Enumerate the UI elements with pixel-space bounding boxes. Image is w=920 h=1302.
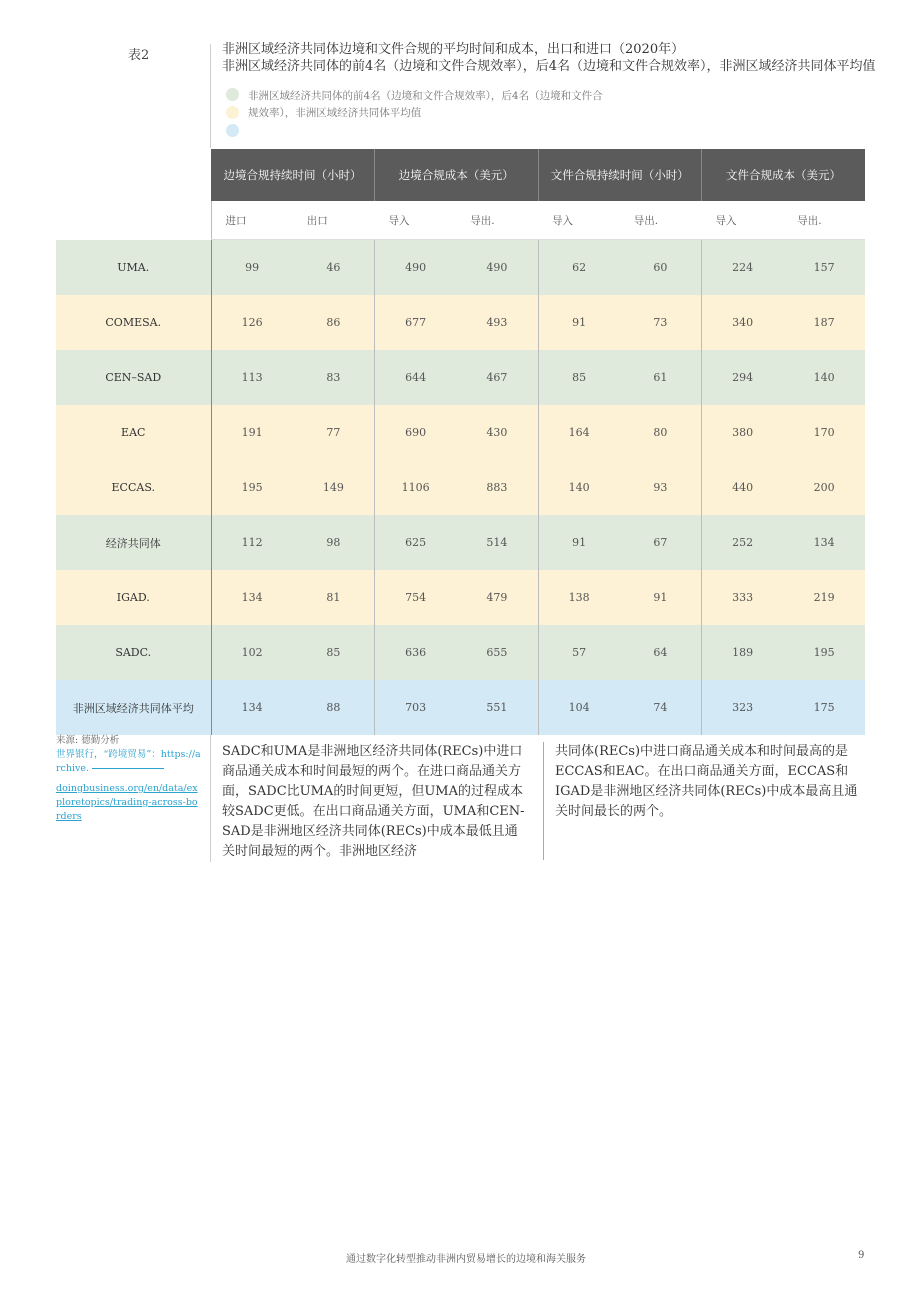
table-row	[56, 460, 865, 515]
table-cell: 323	[702, 680, 784, 735]
table-cell: 104	[538, 680, 620, 735]
table-row	[56, 625, 865, 680]
legend-text: 非洲区域经济共同体的前4名（边境和文件合规效率），后4名（边境和文件合规效率），非洲区域经济共同体平均值	[248, 90, 603, 119]
header-border-cost: 边境合规成本（美元）	[375, 149, 539, 201]
table-cell: 93	[620, 460, 702, 515]
header-border-time: 边境合规持续时间（小时）	[211, 149, 375, 201]
subheader: 出口	[293, 201, 375, 240]
table-row	[56, 350, 865, 405]
header-doc-time: 文件合规持续时间（小时）	[538, 149, 702, 201]
table-cell: 333	[702, 570, 784, 625]
table-cell: 200	[783, 460, 865, 515]
table-cell: 112	[211, 515, 293, 570]
title-line-2: 非洲区域经济共同体的前4名（边境和文件合规效率），后4名（边境和文件合规效率），非洲区域经济共同体平均值	[222, 59, 876, 74]
table-cell: 77	[293, 405, 375, 460]
subheader: 导出.	[783, 201, 865, 240]
table-cell: 252	[702, 515, 784, 570]
table-row	[56, 240, 865, 296]
legend-dot-top4	[226, 88, 239, 101]
table-cell: 140	[538, 460, 620, 515]
subheader: 导入	[538, 201, 620, 240]
row-name: COMESA.	[56, 295, 211, 350]
table-cell: 467	[456, 350, 538, 405]
table-cell: 61	[620, 350, 702, 405]
table-cell: 85	[538, 350, 620, 405]
source-citation: 世界银行，“跨境贸易”：https://archive.	[56, 749, 201, 774]
source-note	[56, 734, 202, 824]
table-cell: 514	[456, 515, 538, 570]
table-row	[56, 570, 865, 625]
table-cell: 380	[702, 405, 784, 460]
table-cell: 625	[375, 515, 457, 570]
subheader: 导入	[375, 201, 457, 240]
table-cell: 195	[211, 460, 293, 515]
legend-dot-average	[226, 124, 239, 137]
source-link[interactable]: doingbusiness.org/en/data/exploretopics/trading-across-borders	[56, 783, 198, 822]
table-cell: 189	[702, 625, 784, 680]
table-cell: 195	[783, 625, 865, 680]
table-cell: 703	[375, 680, 457, 735]
table-cell: 551	[456, 680, 538, 735]
footer-text: 通过数字化转型推动非洲内贸易增长的边境和海关服务	[346, 1254, 586, 1265]
table-cell: 138	[538, 570, 620, 625]
table-cell: 754	[375, 570, 457, 625]
table-cell: 46	[293, 240, 375, 296]
table-cell: 88	[293, 680, 375, 735]
table-cell: 64	[620, 625, 702, 680]
table-row	[56, 515, 865, 570]
table-cell: 191	[211, 405, 293, 460]
table-cell: 67	[620, 515, 702, 570]
subheader: 导出.	[620, 201, 702, 240]
table-cell: 62	[538, 240, 620, 296]
table-cell: 690	[375, 405, 457, 460]
table-cell: 175	[783, 680, 865, 735]
column-divider	[543, 742, 544, 860]
table-cell: 677	[375, 295, 457, 350]
header-doc-cost: 文件合规成本（美元）	[702, 149, 866, 201]
table-cell: 74	[620, 680, 702, 735]
body-text-col1: SADC和UMA是非洲地区经济共同体(RECs)中进口商品通关成本和时间最短的两个。在进口商品通关方面，SADC比UMA的时间更短，但UMA的过程成本较SADC更低。在出口商品通关方面，UMA和CEN-SAD是非洲地区经济共同体(RECs)中成本最低且通关时间最短的两个。非洲地区经济	[222, 744, 525, 859]
table-cell: 644	[375, 350, 457, 405]
table-cell: 883	[456, 460, 538, 515]
data-table	[56, 149, 865, 735]
row-name: IGAD.	[56, 570, 211, 625]
table-cell: 1106	[375, 460, 457, 515]
table-cell: 113	[211, 350, 293, 405]
title-divider	[210, 44, 211, 148]
table-cell: 126	[211, 295, 293, 350]
row-name: UMA.	[56, 240, 211, 296]
table-cell: 490	[375, 240, 457, 296]
table-cell: 170	[783, 405, 865, 460]
table-row	[56, 405, 865, 460]
row-name: 经济共同体	[56, 515, 211, 570]
table-cell: 60	[620, 240, 702, 296]
table-cell: 490	[456, 240, 538, 296]
source-label: 来源: 德勤分析	[56, 735, 120, 746]
table-cell: 86	[293, 295, 375, 350]
table-cell: 102	[211, 625, 293, 680]
table-cell: 83	[293, 350, 375, 405]
table-cell: 91	[538, 295, 620, 350]
table-cell: 73	[620, 295, 702, 350]
table-cell: 57	[538, 625, 620, 680]
row-name: 非洲区域经济共同体平均	[56, 680, 211, 735]
subheader: 导入	[702, 201, 784, 240]
page-number: 9	[858, 1250, 865, 1261]
table-cell: 224	[702, 240, 784, 296]
table-title	[222, 41, 876, 75]
legend-dot-bottom4	[226, 106, 239, 119]
table-cell: 91	[620, 570, 702, 625]
table-cell: 91	[538, 515, 620, 570]
table-cell: 440	[702, 460, 784, 515]
table-row	[56, 295, 865, 350]
row-name: SADC.	[56, 625, 211, 680]
table-cell: 134	[783, 515, 865, 570]
table-cell: 493	[456, 295, 538, 350]
table-cell: 85	[293, 625, 375, 680]
subheader: 进口	[211, 201, 293, 240]
table-cell: 479	[456, 570, 538, 625]
table-cell: 149	[293, 460, 375, 515]
table-row	[56, 680, 865, 735]
table-cell: 80	[620, 405, 702, 460]
table-cell: 134	[211, 680, 293, 735]
table-cell: 134	[211, 570, 293, 625]
table-cell: 157	[783, 240, 865, 296]
table-cell: 636	[375, 625, 457, 680]
table-cell: 187	[783, 295, 865, 350]
table-cell: 219	[783, 570, 865, 625]
subheader: 导出.	[456, 201, 538, 240]
body-text-col2: 共同体(RECs)中进口商品通关成本和时间最高的是ECCAS和EAC。在出口商品通关方面，ECCAS和IGAD是非洲地区经济共同体(RECs)中成本最高且通关时间最长的两个。	[555, 744, 858, 819]
row-name: CEN–SAD	[56, 350, 211, 405]
table-cell: 140	[783, 350, 865, 405]
table-cell: 98	[293, 515, 375, 570]
table-cell: 340	[702, 295, 784, 350]
table-cell: 81	[293, 570, 375, 625]
row-name: EAC	[56, 405, 211, 460]
table-cell: 294	[702, 350, 784, 405]
table-cell: 655	[456, 625, 538, 680]
table-label: 表2	[128, 48, 150, 63]
title-line-1: 非洲区域经济共同体边境和文件合规的平均时间和成本，出口和进口（2020年）	[222, 42, 685, 57]
table-cell: 99	[211, 240, 293, 296]
row-name: ECCAS.	[56, 460, 211, 515]
table-cell: 164	[538, 405, 620, 460]
table-cell: 430	[456, 405, 538, 460]
